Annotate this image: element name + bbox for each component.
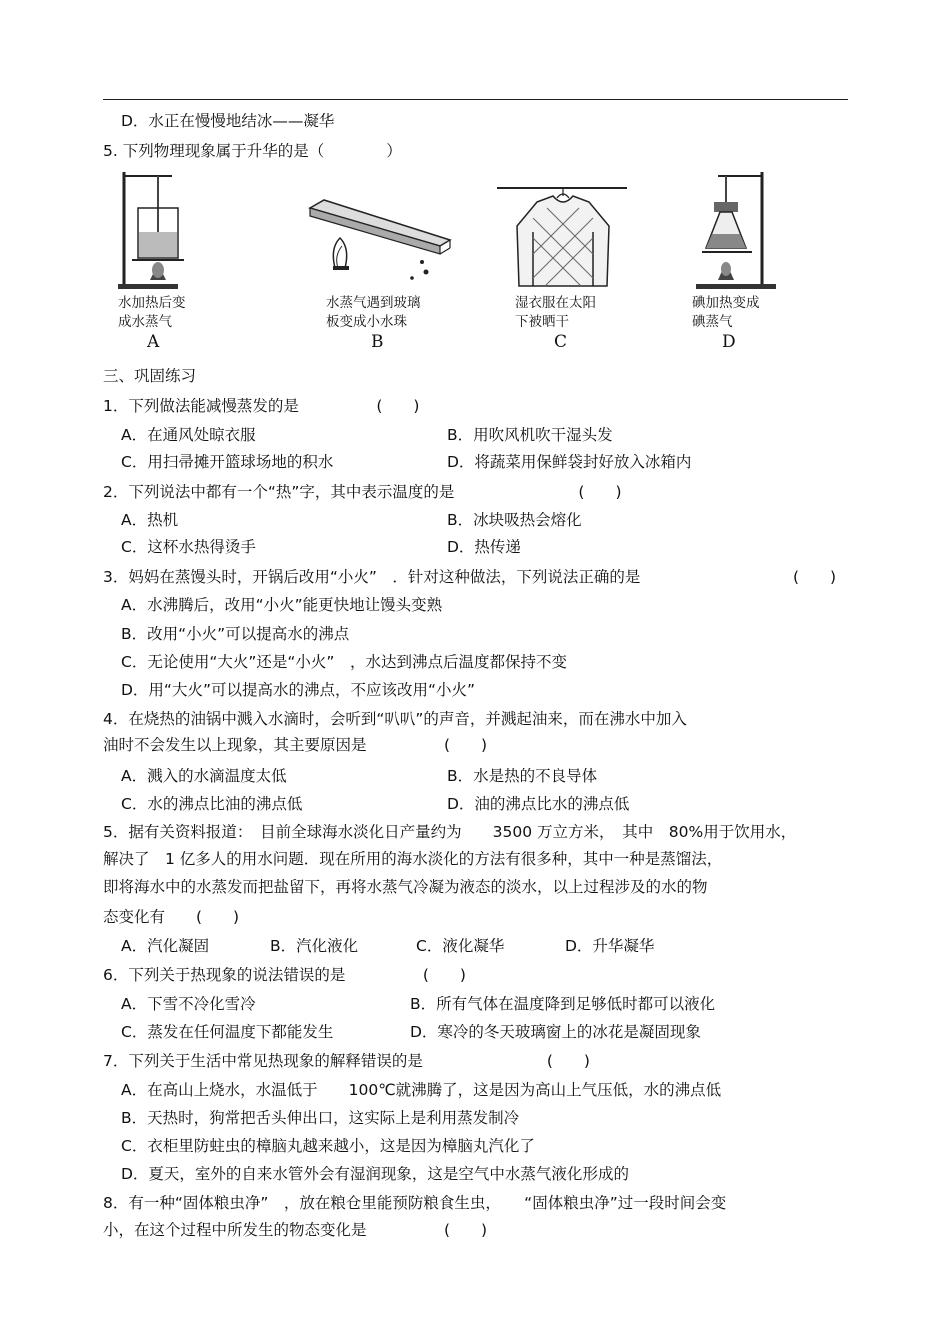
figure-b-caption-1: 水蒸气遇到玻璃	[326, 295, 421, 311]
figure-a-letter: A	[147, 332, 160, 352]
q8-stem-line-1: 8．有一种“固体粮虫净” ，放在粮仓里能预防粮食生虫， “固体粮虫净”过一段时间会变	[103, 1194, 727, 1212]
q5-stem-line-4: 态变化有 ( )	[103, 908, 240, 926]
q2-option-a: A．热机	[121, 511, 179, 529]
q3-option-d: D．用“大火”可以提高水的沸点，不应该改用“小火”	[121, 681, 476, 699]
glass-plate-icon	[300, 168, 460, 298]
figure-c-drying-clothes	[497, 168, 637, 353]
figure-d-letter: D	[722, 332, 736, 352]
figure-d-caption-1: 碘加热变成	[692, 295, 760, 311]
q6-option-c: C．蒸发在任何温度下都能发生	[121, 1023, 334, 1041]
figure-b-caption-2: 板变成小水珠	[326, 314, 407, 330]
q5-option-a: A．汽化凝固	[121, 937, 210, 955]
q1-stem: 1．下列做法能减慢蒸发的是 ( )	[103, 397, 420, 415]
q3-option-a: A．水沸腾后，改用“小火”能更快地让馒头变熟	[121, 596, 443, 614]
prev-option-d: D．水正在慢慢地结冰——凝华	[121, 112, 335, 130]
q4-option-b: B．水是热的不良导体	[447, 767, 598, 785]
q4-stem-line-2: 油时不会发生以上现象，其主要原因是 ( )	[103, 736, 488, 754]
q5-option-c: C．液化凝华	[416, 937, 505, 955]
q2-option-b: B．冰块吸热会熔化	[447, 511, 582, 529]
header-rule	[103, 99, 848, 100]
q6-option-d: D．寒冷的冬天玻璃窗上的冰花是凝固现象	[410, 1023, 701, 1041]
figure-b-letter: B	[371, 332, 384, 352]
q7-option-b: B．天热时，狗常把舌头伸出口，这实际上是利用蒸发制冷	[121, 1109, 520, 1127]
q3-stem: 3．妈妈在蒸馒头时，开锅后改用“小火” ．针对这种做法，下列说法正确的是	[103, 568, 641, 586]
q2-stem: 2．下列说法中都有一个“热”字，其中表示温度的是 ( )	[103, 483, 622, 501]
q5-top-stem: 5. 下列物理现象属于升华的是（ ）	[103, 142, 402, 160]
sweater-icon	[497, 168, 637, 298]
figure-d-iodine-heating	[690, 168, 790, 353]
q3-option-c: C．无论使用“大火”还是“小火” ，水达到沸点后温度都保持不变	[121, 653, 567, 671]
q7-option-c: C．衣柜里防蛀虫的樟脑丸越来越小，这是因为樟脑丸汽化了	[121, 1137, 535, 1155]
q5-option-b: B．汽化液化	[270, 937, 359, 955]
q6-stem: 6．下列关于热现象的说法错误的是 ( )	[103, 966, 466, 984]
q7-stem: 7．下列关于生活中常见热现象的解释错误的是 ( )	[103, 1052, 590, 1070]
beaker-burner-icon	[110, 168, 240, 298]
figure-c-letter: C	[554, 332, 568, 352]
q2-option-d: D．热传递	[447, 538, 521, 556]
figure-a-caption-2: 成水蒸气	[118, 314, 172, 330]
q7-option-a: A．在高山上烧水，水温低于 100℃就沸腾了，这是因为高山上气压低，水的沸点低	[121, 1081, 722, 1099]
q2-option-c: C．这杯水热得烫手	[121, 538, 256, 556]
section-title: 三、巩固练习	[103, 367, 197, 385]
q4-option-d: D．油的沸点比水的沸点低	[447, 795, 630, 813]
q3-option-b: B．改用“小火”可以提高水的沸点	[121, 625, 350, 643]
q6-option-b: B．所有气体在温度降到足够低时都可以液化	[410, 995, 716, 1013]
q1-option-d: D．将蔬菜用保鲜袋封好放入冰箱内	[447, 453, 692, 471]
q4-option-c: C．水的沸点比油的沸点低	[121, 795, 303, 813]
q1-option-a: A．在通风处晾衣服	[121, 426, 256, 444]
q8-stem-line-2: 小，在这个过程中所发生的物态变化是 ( )	[103, 1221, 488, 1239]
figure-a-caption-1: 水加热后变	[118, 295, 186, 311]
q5-stem-line-1: 5．据有关资料报道： 目前全球海水淡化日产量约为 3500 万立方米， 其中 80%用于饮用水，	[103, 823, 797, 841]
q4-option-a: A．溅入的水滴温度太低	[121, 767, 287, 785]
q6-option-a: A．下雪不冷化雪冷	[121, 995, 256, 1013]
q3-answer-paren: ( )	[793, 568, 837, 586]
figure-d-caption-2: 碘蒸气	[692, 314, 733, 330]
figure-b-steam-glass	[300, 168, 460, 353]
q5-option-d: D．升华凝华	[565, 937, 655, 955]
q1-option-c: C．用扫帚摊开篮球场地的积水	[121, 453, 334, 471]
q5-stem-line-2: 解决了 1 亿多人的用水问题．现在所用的海水淡化的方法有很多种，其中一种是蒸馏法，	[103, 850, 723, 868]
figure-a-heating-water	[110, 168, 240, 353]
q5-stem-line-3: 即将海水中的水蒸发而把盐留下，再将水蒸气冷凝为液态的淡水，以上过程涉及的水的物	[103, 878, 708, 896]
figure-c-caption-2: 下被晒干	[515, 314, 569, 330]
q1-option-b: B．用吹风机吹干湿头发	[447, 426, 613, 444]
q7-option-d: D．夏天，室外的自来水管外会有湿润现象，这是空气中水蒸气液化形成的	[121, 1165, 629, 1183]
q4-stem-line-1: 4．在烧热的油锅中溅入水滴时，会听到“叭叭”的声音，并溅起油来，而在沸水中加入	[103, 710, 687, 728]
flask-burner-icon	[690, 168, 790, 298]
figure-c-caption-1: 湿衣服在太阳	[515, 295, 596, 311]
